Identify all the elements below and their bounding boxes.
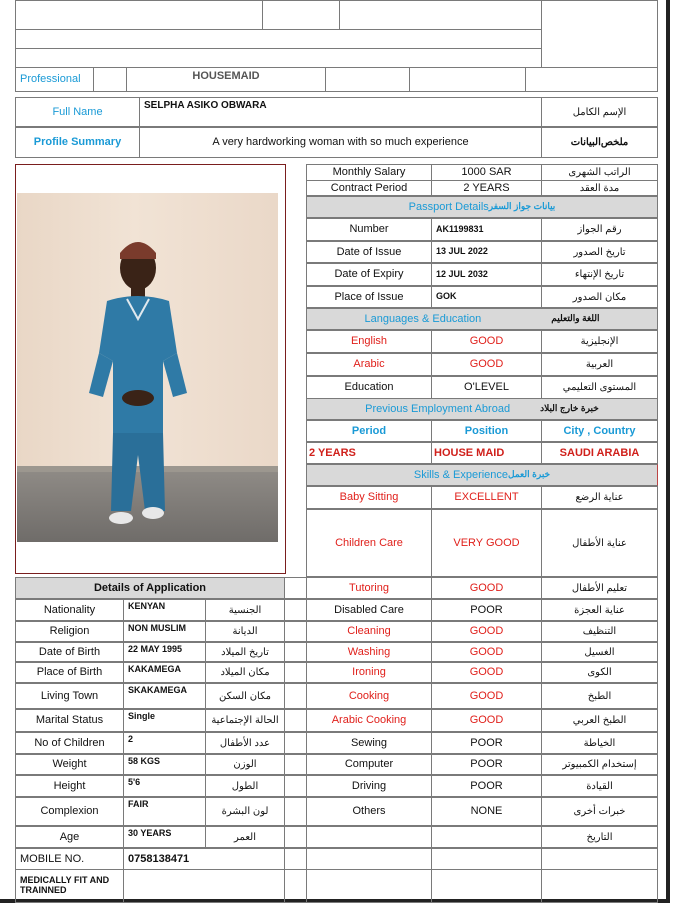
application-row-label: Marital Status [15,709,124,732]
mobile-value: 0758138471 [123,848,285,870]
monthly-salary-label: Monthly Salary [306,164,432,181]
empty-cell [306,869,432,903]
passport-row-label: Number [306,218,432,241]
skill-row-label: Baby Sitting [306,486,432,509]
empty-cell [93,67,127,92]
skill-row-value: POOR [431,775,542,797]
application-row-ar: الحالة الإجتماعية [205,709,285,732]
header-cell [15,0,263,30]
header-cell [15,48,542,68]
application-row-value: KENYAN [123,599,206,621]
header-cell [262,0,340,30]
spacer-cell [284,577,307,599]
application-row-label: No of Children [15,732,124,754]
application-row-value: KAKAMEGA [123,662,206,683]
skill-row-label: Computer [306,754,432,775]
empty-cell [431,869,542,903]
passport-row-value: 12 JUL 2032 [431,263,542,286]
empty-cell [123,869,285,903]
language-row-value: O'LEVEL [431,376,542,399]
skill-row-ar: التاريخ [541,826,658,848]
skills-section-header [306,464,658,486]
employment-period: 2 YEARS [306,442,432,464]
application-section-header: Details of Application [15,577,285,599]
full-name-value: SELPHA ASIKO OBWARA [139,97,542,127]
passport-row-ar: تاريخ الإنتهاء [541,263,658,286]
employment-position: HOUSE MAID [431,442,542,464]
contract-period-value: 2 YEARS [431,180,542,196]
language-row-value: GOOD [431,353,542,376]
skill-row-label: Cooking [306,683,432,709]
application-row-value: 22 MAY 1995 [123,642,206,662]
spacer-cell [284,662,307,683]
skill-row-value [431,826,542,848]
spacer-cell [284,848,307,870]
application-row-label: Date of Birth [15,642,124,662]
passport-row-value: AK1199831 [431,218,542,241]
spacer-cell [284,797,307,826]
monthly-salary-ar: الراتب الشهرى [541,164,658,181]
professional-label: Professional [15,67,94,92]
header-cell [339,0,542,30]
application-row-value: SKAKAMEGA [123,683,206,709]
skill-row-value: POOR [431,732,542,754]
application-row-ar: مكان السكن [205,683,285,709]
application-row-value: 58 KGS [123,754,206,775]
languages-title-ar: اللغة والتعليم [551,313,600,324]
applicant-photo [17,193,278,542]
application-row-ar: الديانة [205,621,285,642]
passport-row-label: Date of Expiry [306,263,432,286]
spacer-cell [284,599,307,621]
application-row-label: Weight [15,754,124,775]
contract-period-ar: مدة العقد [541,180,658,196]
skill-row-ar: الغسيل [541,642,658,662]
application-row-value: NON MUSLIM [123,621,206,642]
application-row-ar: الجنسية [205,599,285,621]
passport-row-ar: رقم الجواز [541,218,658,241]
passport-row-ar: تاريخ الصدور [541,241,658,263]
passport-row-label: Place of Issue [306,286,432,308]
skill-row-value: GOOD [431,662,542,683]
skill-row-value: GOOD [431,709,542,732]
passport-row-ar: مكان الصدور [541,286,658,308]
skill-row-label: Arabic Cooking [306,709,432,732]
application-row-value: 30 YEARS [123,826,206,848]
application-row-label: Living Town [15,683,124,709]
application-row-ar: تاريخ الميلاد [205,642,285,662]
full-name-label: Full Name [15,97,140,127]
skill-row-label: Ironing [306,662,432,683]
empty-cell [306,848,432,870]
application-row-value: 2 [123,732,206,754]
application-row-label: Religion [15,621,124,642]
skill-row-label: Children Care [306,509,432,577]
empty-cell [525,67,658,92]
application-row-ar: الطول [205,775,285,797]
skill-row-ar: الطبخ [541,683,658,709]
skill-row-label [306,826,432,848]
application-row-label: Nationality [15,599,124,621]
empty-cell [541,869,658,903]
skill-row-ar: عناية الرضع [541,486,658,509]
passport-section-header [306,196,658,218]
profile-summary-ar: ملخص‌البيانات [541,127,658,158]
header-cell [541,0,658,68]
monthly-salary-value: 1000 SAR [431,164,542,181]
employment-title: Previous Employment Abroad [365,402,511,415]
passport-row-value: 13 JUL 2022 [431,241,542,263]
skill-row-label: Others [306,797,432,826]
skill-row-ar: عناية العجزة [541,599,658,621]
skill-row-ar: خبرات أخرى [541,797,658,826]
language-row-ar: العربية [541,353,658,376]
languages-section-header [306,308,658,330]
application-row-ar: الوزن [205,754,285,775]
position-value: HOUSEMAID [126,67,326,92]
skill-row-value: NONE [431,797,542,826]
application-row-ar: عدد الأطفال [205,732,285,754]
mobile-label: MOBILE NO. [15,848,124,870]
empty-cell [409,67,526,92]
employment-header-city-country: City , Country [541,420,658,442]
application-row-label: Height [15,775,124,797]
skills-title-ar: خبرة العمل [508,469,551,480]
application-row-value: 5'6 [123,775,206,797]
header-cell [15,29,542,49]
spacer-cell [284,709,307,732]
skill-row-label: Washing [306,642,432,662]
skill-row-ar: عناية الأطفال [541,509,658,577]
skill-row-label: Disabled Care [306,599,432,621]
employment-header-period: Period [306,420,432,442]
language-row-label: Arabic [306,353,432,376]
skill-row-ar: الكوى [541,662,658,683]
application-row-ar: مكان الميلاد [205,662,285,683]
skill-row-label: Driving [306,775,432,797]
application-row-value: FAIR [123,797,206,826]
language-row-label: Education [306,376,432,399]
skill-row-label: Tutoring [306,577,432,599]
skill-row-label: Sewing [306,732,432,754]
skill-row-ar: إستخدام الكمبيوتر [541,754,658,775]
skill-row-value: GOOD [431,642,542,662]
skill-row-label: Cleaning [306,621,432,642]
languages-title: Languages & Education [364,312,482,325]
spacer-cell [284,775,307,797]
spacer-cell [284,683,307,709]
language-row-value: GOOD [431,330,542,353]
skill-row-value: POOR [431,754,542,775]
employment-title-ar: خبرة خارج البلاد [540,403,599,414]
application-row-ar: لون البشرة [205,797,285,826]
full-name-ar: الإسم الكامل [541,97,658,127]
spacer-cell [284,621,307,642]
spacer-cell [284,826,307,848]
skill-row-value: POOR [431,599,542,621]
skill-row-ar: القيادة [541,775,658,797]
language-row-ar: الإنجليزية [541,330,658,353]
language-row-label: English [306,330,432,353]
profile-summary-label: Profile Summary [15,127,140,158]
skills-title: Skills & Experience [413,468,509,481]
application-row-label: Complexion [15,797,124,826]
skill-row-value: GOOD [431,621,542,642]
profile-summary-value: A very hardworking woman with so much experience [139,127,542,158]
passport-row-label: Date of Issue [306,241,432,263]
empty-cell [325,67,410,92]
application-row-value: Single [123,709,206,732]
contract-period-label: Contract Period [306,180,432,196]
skill-row-ar: الطبخ العربي [541,709,658,732]
empty-cell [541,848,658,870]
spacer-cell [284,869,307,903]
passport-title: Passport Details [408,200,489,213]
passport-row-value: GOK [431,286,542,308]
skill-row-value: GOOD [431,683,542,709]
skill-row-value: GOOD [431,577,542,599]
skill-row-ar: تعليم الأطفال [541,577,658,599]
person-figure-icon [17,193,278,542]
employment-header-position: Position [431,420,542,442]
spacer-cell [284,732,307,754]
spacer-cell [284,642,307,662]
application-row-label: Place of Birth [15,662,124,683]
skill-row-ar: الخياطة [541,732,658,754]
application-row-ar: العمر [205,826,285,848]
spacer-cell [284,754,307,775]
employment-section-header [306,398,658,420]
employment-country: SAUDI ARABIA [541,442,658,464]
language-row-ar: المستوى التعليمي [541,376,658,399]
medical-status: MEDICALLY FIT AND TRAINNED [15,869,124,903]
empty-cell [431,848,542,870]
application-row-label: Age [15,826,124,848]
passport-title-ar: بيانات جواز السفر [488,201,556,212]
skill-row-value: VERY GOOD [431,509,542,577]
skill-row-ar: التنظيف [541,621,658,642]
skill-row-value: EXCELLENT [431,486,542,509]
